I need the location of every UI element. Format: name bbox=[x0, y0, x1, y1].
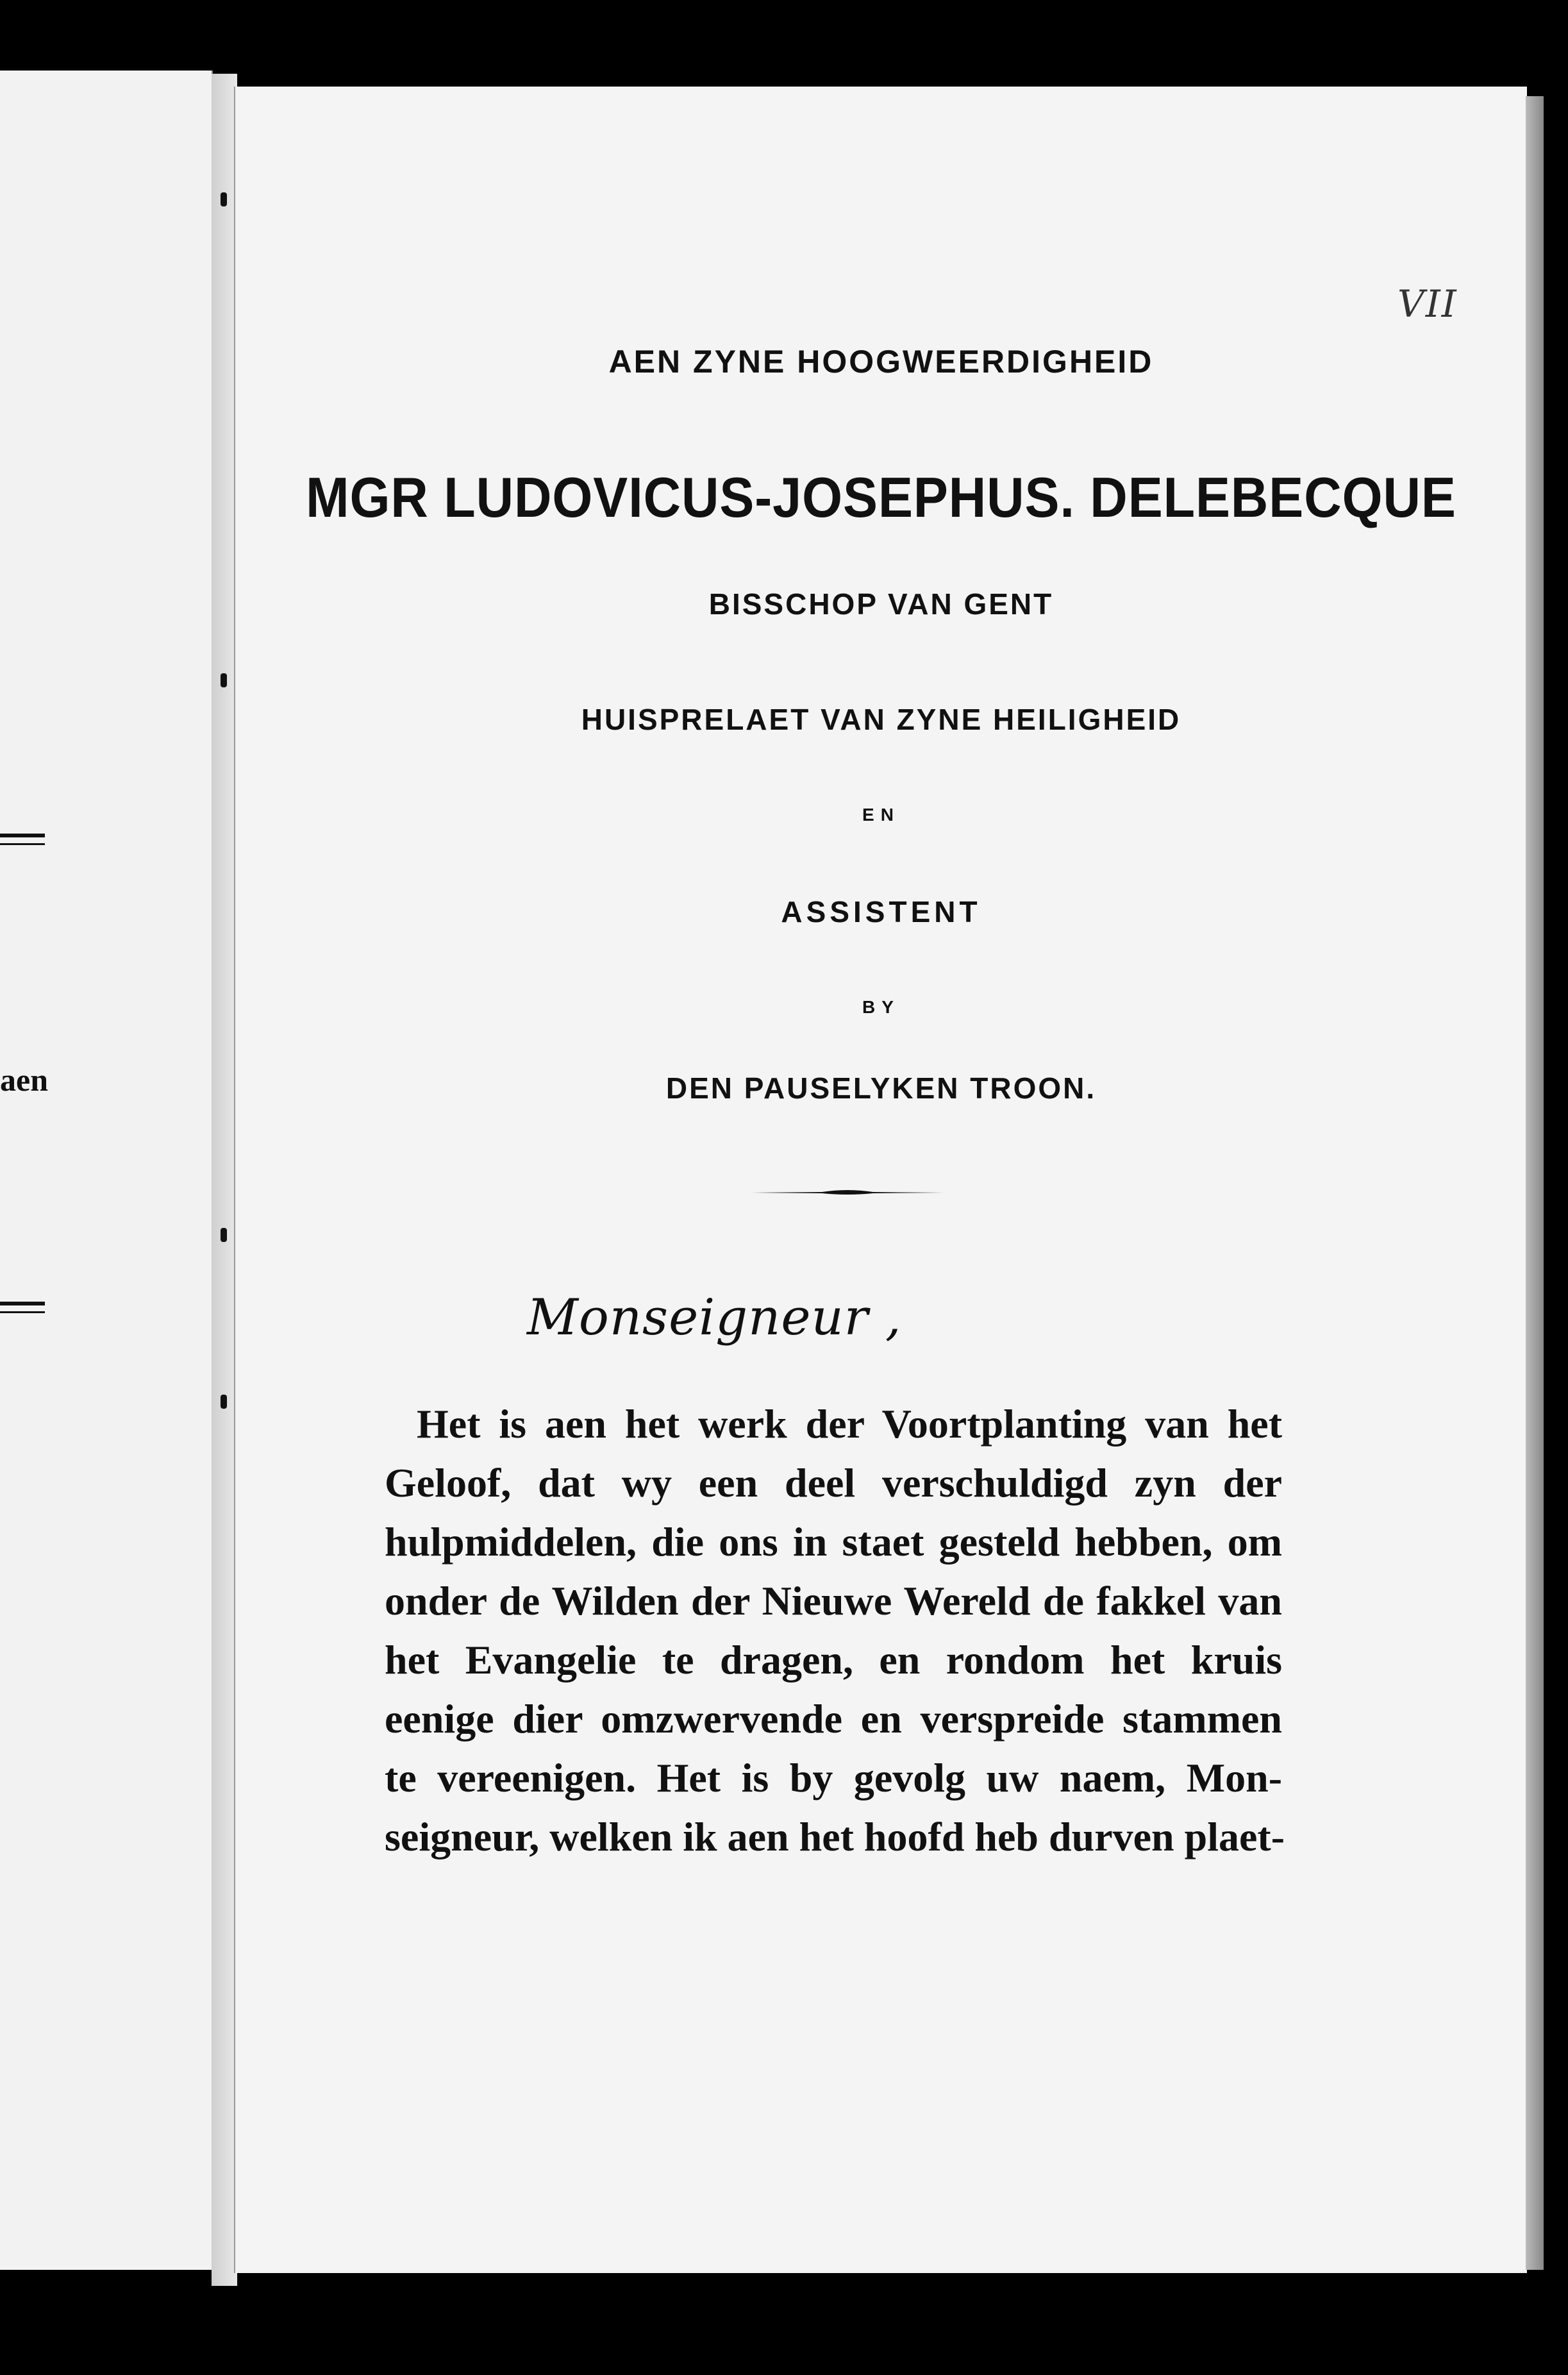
left-page-rule bbox=[0, 834, 45, 837]
left-page-rule bbox=[0, 843, 45, 845]
left-page-rule bbox=[0, 1311, 45, 1313]
body-paragraph bbox=[385, 1395, 1285, 1867]
stitch-mark bbox=[221, 1228, 227, 1242]
left-page-fragment: aen bbox=[0, 1062, 48, 1098]
dedication-line: HUISPRELAET VAN ZYNE HEILIGHEID bbox=[581, 703, 1181, 736]
right-page bbox=[234, 87, 1527, 2273]
folio-number: VII bbox=[1397, 282, 1458, 326]
dedication-line: DEN PAUSELYKEN TROON. bbox=[665, 1071, 1097, 1105]
left-page-rule bbox=[0, 1302, 45, 1305]
book-gutter bbox=[212, 74, 237, 2286]
dedication-name: MGR LUDOVICUS-JOSEPHUS. DELEBECQUE bbox=[306, 466, 1456, 529]
dedication-preposition: BY bbox=[862, 997, 900, 1017]
body-line: Het is aen het werk der Voortplanting van het bbox=[417, 1401, 1282, 1447]
salutation: Monseigneur , bbox=[527, 1289, 902, 1347]
stitch-mark bbox=[221, 673, 227, 687]
dedication-line: ASSISTENT bbox=[781, 895, 981, 928]
body-line: te vereenigen. Het is by gevolg uw naem, Mon- bbox=[385, 1755, 1282, 1800]
body-line: eenige dier omzwervende en verspreide stammen bbox=[385, 1696, 1282, 1741]
dedication-conjunction: EN bbox=[862, 805, 900, 825]
body-line: seigneur, welken ik aen het hoofd heb durven plaet- bbox=[385, 1814, 1285, 1859]
body-line: hulpmiddelen, die ons in staet gesteld hebben, om bbox=[385, 1519, 1282, 1565]
page-edge bbox=[1526, 96, 1544, 2270]
ornamental-rule bbox=[751, 1188, 944, 1197]
stitch-mark bbox=[221, 192, 227, 206]
stitch-mark bbox=[221, 1395, 227, 1409]
dedication-line: AEN ZYNE HOOGWEERDIGHEID bbox=[608, 344, 1154, 380]
body-line: het Evangelie te dragen, en rondom het kruis bbox=[385, 1637, 1282, 1683]
body-line: onder de Wilden der Nieuwe Wereld de fakkel van bbox=[385, 1578, 1282, 1624]
dedication-line: BISSCHOP VAN GENT bbox=[708, 587, 1054, 621]
left-page bbox=[0, 71, 213, 2270]
body-line: Geloof, dat wy een deel verschuldigd zyn der bbox=[385, 1460, 1282, 1506]
